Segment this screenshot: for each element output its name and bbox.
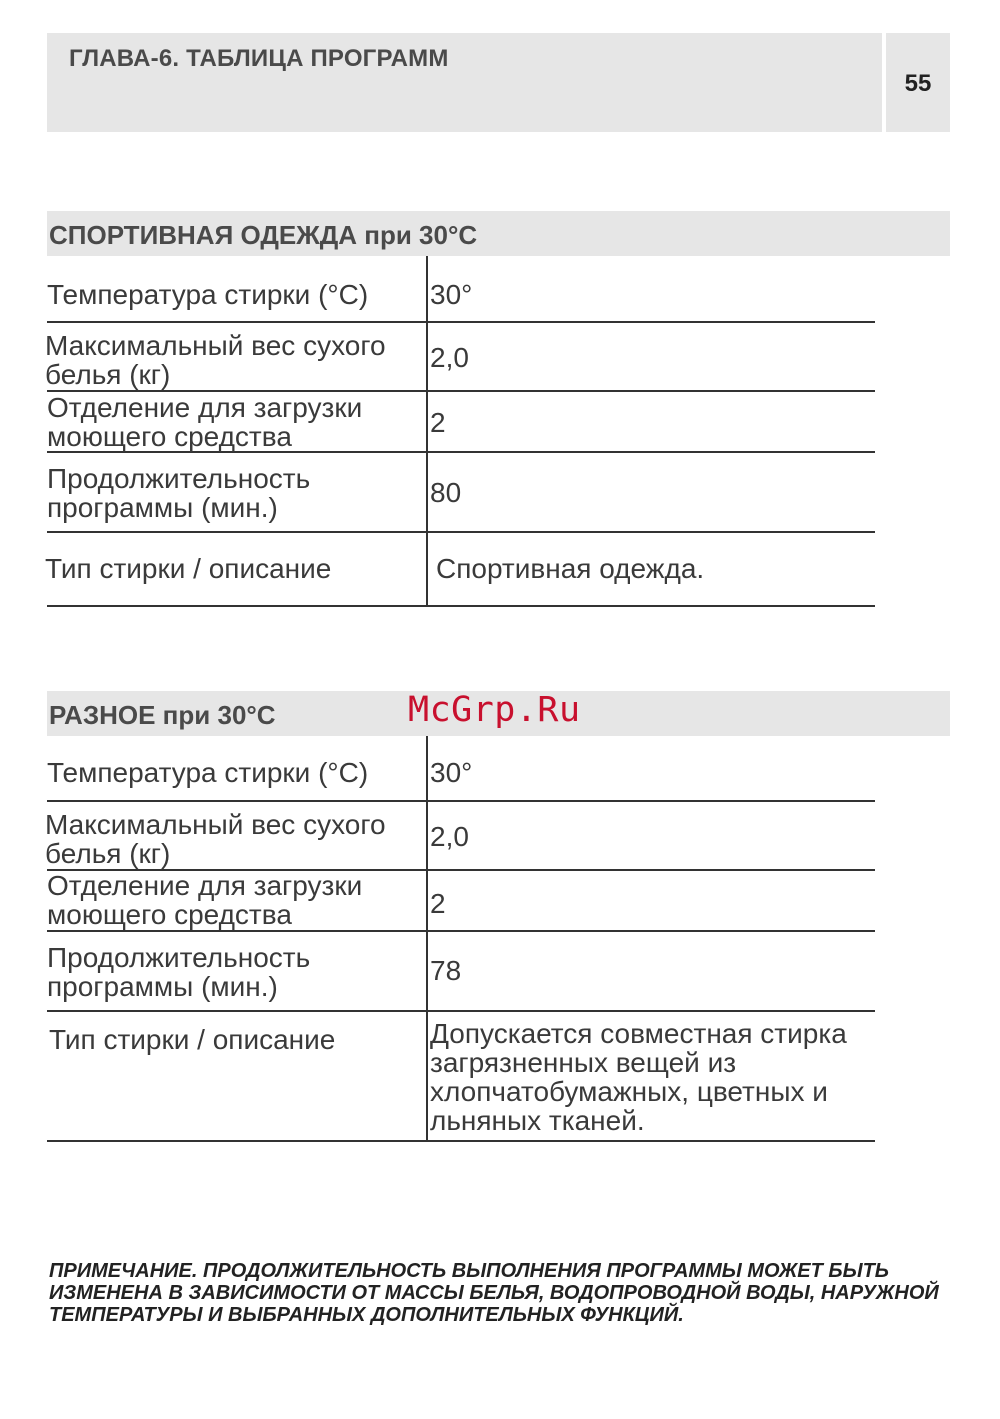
- row-label: Отделение для загрузки моющего средства: [47, 870, 363, 930]
- table-row: [47, 1012, 875, 1142]
- row-label: Отделение для загрузки моющего средства: [47, 392, 363, 452]
- row-label: Тип стирки / описание: [49, 1024, 336, 1055]
- table-row: [47, 453, 875, 533]
- page-number: 55: [904, 70, 932, 97]
- row-value: Допускается совместная стирка загрязненных вещей из хлопчатобумажных, цветных и льняных тканей.: [430, 1018, 847, 1136]
- row-value: Спортивная одежда.: [436, 553, 705, 584]
- watermark: McGrp.Ru: [408, 690, 581, 730]
- row-value: 30°: [430, 279, 473, 310]
- row-label: Продолжительность программы (мин.): [47, 942, 311, 1002]
- section-title: СПОРТИВНАЯ ОДЕЖДА при 30°C: [49, 220, 478, 250]
- program-table-sportswear: [47, 256, 875, 607]
- page-number-box: [886, 33, 950, 132]
- row-value: 30°: [430, 757, 473, 788]
- chapter-title: ГЛАВА-6. ТАБЛИЦА ПРОГРАММ: [69, 45, 449, 72]
- table-row: [47, 736, 875, 802]
- footnote: ПРИМЕЧАНИЕ. ПРОДОЛЖИТЕЛЬНОСТЬ ВЫПОЛНЕНИЯ ПРОГРАММЫ МОЖЕТ БЫТЬ ИЗМЕНЕНА В ЗАВИСИМОСТИ ОТ МАССЫ БЕЛЬЯ, ВОДОПРОВОДНОЙ ВОДЫ, НАРУЖНОЙ ТЕМПЕРАТУРЫ И ВЫБРАННЫХ ДОПОЛНИТЕЛЬНЫХ ФУНКЦИЙ.: [49, 1260, 939, 1326]
- row-label: Максимальный вес сухого белья (кг): [45, 330, 386, 390]
- table-row: [47, 802, 875, 871]
- table-row: [47, 392, 875, 453]
- chapter-header: [47, 33, 882, 132]
- table-row: [47, 256, 875, 323]
- table-row: [47, 533, 875, 607]
- table-row: [47, 871, 875, 932]
- row-value: 2,0: [430, 821, 469, 852]
- row-value: 2: [430, 888, 446, 919]
- row-label: Продолжительность программы (мин.): [47, 463, 311, 523]
- row-label: Максимальный вес сухого белья (кг): [45, 809, 386, 869]
- table-row: [47, 323, 875, 392]
- program-table-mixed: [47, 736, 875, 1142]
- row-label: Температура стирки (°C): [47, 757, 369, 788]
- section-title: РАЗНОЕ при 30°C: [49, 700, 276, 730]
- table-row: [47, 932, 875, 1012]
- row-value: 2,0: [430, 342, 469, 373]
- row-value: 2: [430, 407, 446, 438]
- section-header-sportswear: [47, 211, 950, 256]
- row-value: 80: [430, 477, 462, 508]
- row-label: Температура стирки (°C): [47, 279, 369, 310]
- row-label: Тип стирки / описание: [45, 553, 332, 584]
- row-value: 78: [430, 955, 462, 986]
